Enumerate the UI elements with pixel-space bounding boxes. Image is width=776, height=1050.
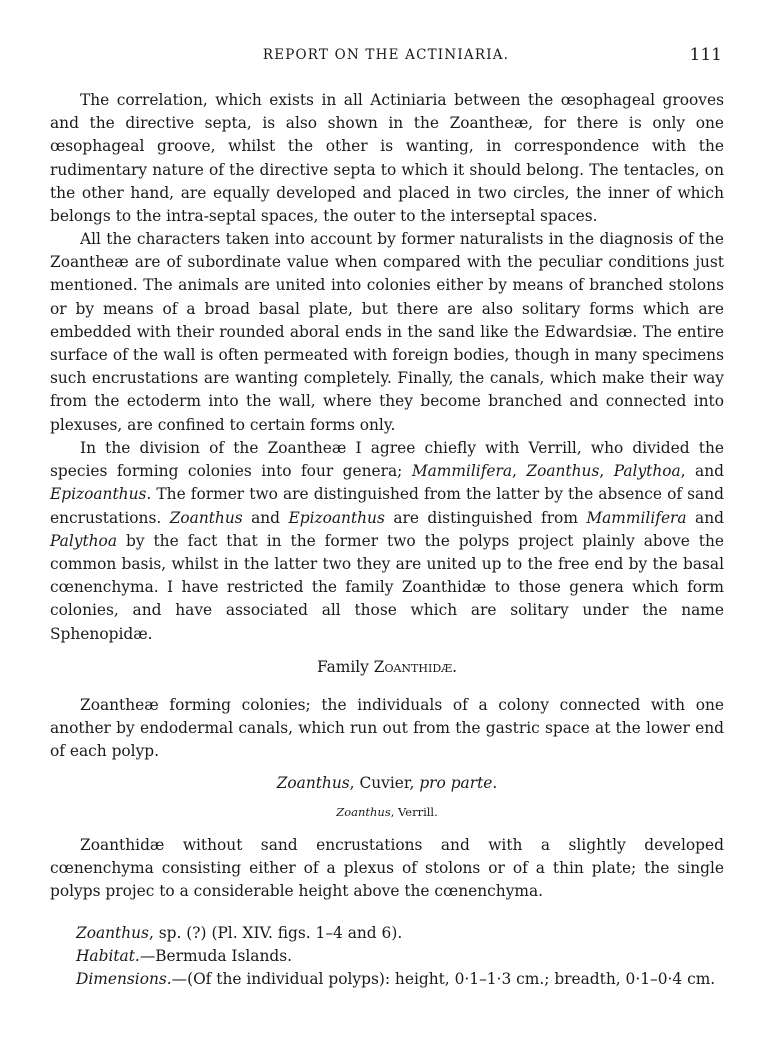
family-prefix: Family xyxy=(316,658,374,676)
genus-heading-end: . xyxy=(492,774,498,792)
division-text-2: , xyxy=(512,462,527,481)
dimensions-label: Dimensions. xyxy=(76,970,172,988)
genus-mammilifera: Mammilifera xyxy=(586,508,687,527)
habitat-line xyxy=(76,945,726,968)
family-heading xyxy=(50,656,724,679)
division-text-5: . The former two are distinguished from the latter by the absence of sand encrustations. xyxy=(50,485,724,527)
species-heading xyxy=(76,922,726,945)
page-number: 111 xyxy=(689,45,722,65)
dimensions-line xyxy=(76,968,726,991)
division-text-4: , and xyxy=(680,462,724,481)
synonym-name: Zoanthus xyxy=(336,805,391,819)
genus-epizoanthus: Epizoanthus xyxy=(50,485,147,504)
genus-palythoa: Palythoa xyxy=(50,531,117,550)
running-title: REPORT ON THE ACTINIARIA. xyxy=(262,47,510,63)
paragraph-characters: All the characters taken into account by former naturalists in the diagnosis of the Zoantheæ are of subordinate value when compared with the peculiar conditions just mentioned. The animals are united into colonies either by means of branched stolons or by means of a broad basal plate, but there are also solitary forms which are embedded with their rounded aboral ends in the sand like the Edwardsiæ. The entire surface of the wall is often permeated with foreign bodies, though in many specimens such encrustations are wanting completely. Finally, the canals, which make their way from the ectoderm into the wall, where they become branched and connected into plexuses, are confined to certain forms only. xyxy=(50,230,724,434)
genus-synonym xyxy=(50,804,724,820)
species-name: Zoanthus xyxy=(76,924,149,942)
paragraph-division xyxy=(50,437,724,646)
genus-heading xyxy=(50,772,724,795)
habitat-label: Habitat. xyxy=(76,947,140,965)
family-name: Zoanthidæ. xyxy=(373,658,458,676)
genus-zoanthus: Zoanthus xyxy=(526,462,600,481)
family-description: Zoantheæ forming colonies; the individuals of a colony connected with one another by endodermal canals, which run out from the gastric space at the lower end of each polyp. xyxy=(50,696,724,761)
dimensions-value: —(Of the individual polyps): height, 0·1–1·3 cm.; breadth, 0·1–0·4 cm. xyxy=(171,970,716,988)
habitat-value: —Bermuda Islands. xyxy=(139,947,293,965)
running-head xyxy=(50,47,722,71)
division-text-8: and xyxy=(686,508,724,527)
division-text-7: are distinguished from xyxy=(384,508,587,527)
genus-zoanthus: Zoanthus xyxy=(169,508,243,527)
genus-description: Zoanthidæ without sand encrustations and with a slightly developed cœnenchyma consisting either of a plexus of stolons or of a thin plate; the single polyps projec to a considerable height above the cœnenchyma. xyxy=(50,836,724,901)
synonym-author: , Verrill. xyxy=(390,805,438,819)
genus-palythoa: Palythoa xyxy=(613,462,681,481)
division-text-9: by the fact that in the former two the polyps project plainly above the common basis, whilst in the latter two they are united up to the free end by the basal cœnenchyma. I have restricted the family Zoanthidæ to those genera which form colonies, and have associated all those which are solitary under the name Sphenopidæ. xyxy=(50,531,724,643)
division-text-3: , xyxy=(599,462,614,481)
genus-name: Zoanthus xyxy=(276,774,350,792)
genus-mammilifera: Mammilifera xyxy=(411,462,513,481)
species-rest: , sp. (?) (Pl. XIV. figs. 1–4 and 6). xyxy=(148,924,403,942)
paragraph-oesophageal-grooves: The correlation, which exists in all Actiniaria between the œsophageal grooves and the directive septa, is also shown in the Zoantheæ, for there is only one œsophageal groove, whilst the other is wanting, in correspondence with the rudimentary nature of the directive septa to which it should belong. The tentacles, on the other hand, are equally developed and placed in two circles, the inner of which belongs to the intra-septal spaces, the outer to the interseptal spaces. xyxy=(50,91,724,226)
genus-epizoanthus: Epizoanthus xyxy=(288,508,385,527)
genus-author: , Cuvier, xyxy=(349,774,420,792)
division-text-1: In the division of the Zoantheæ I agree chiefly with Verrill, who divided the species forming colonies into four genera; xyxy=(50,439,724,481)
division-text-6: and xyxy=(242,508,289,527)
genus-qualifier: pro parte xyxy=(419,774,493,792)
